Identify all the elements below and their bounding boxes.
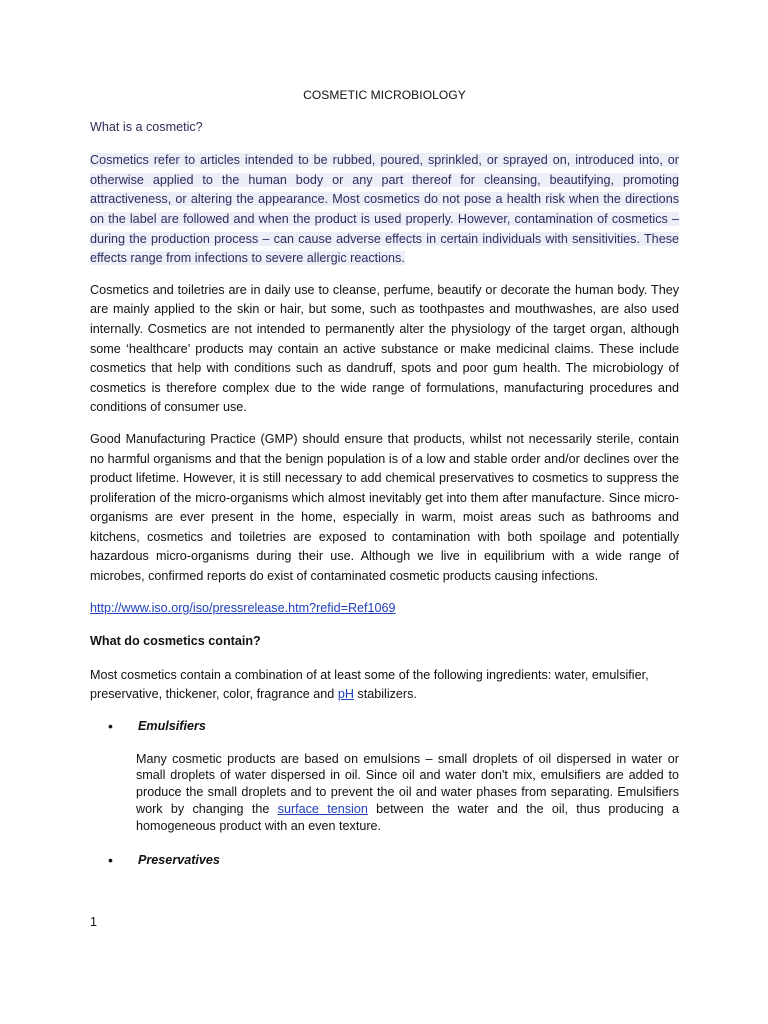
bullet-point-icon: • <box>108 718 113 735</box>
bullet-emulsifiers <box>90 717 679 737</box>
paragraph-emulsifiers <box>136 751 679 835</box>
iso-press-release-link[interactable]: http://www.iso.org/iso/pressrelease.htm?refid=Ref1069 <box>90 600 396 615</box>
emulsifiers-text-end: between the water and the oil, thus producing a homogeneous product with an even texture. <box>136 802 679 833</box>
bullet-label-preservatives: Preservatives <box>138 852 220 867</box>
paragraph-gmp: Good Manufacturing Practice (GMP) should ensure that products, whilst not necessarily sterile, contain no harmful organisms and that the benign population is of a low and stable order and/or declines over the product lifetime. However, it is still necessary to add chemical preservatives to cosmetics to suppress the proliferation of the micro-organisms which almost inevitably get into them after manufacture. Since micro-organisms are ever present in the home, especially in warm, moist areas such as bathrooms and kitchens, cosmetics and toiletries are exposed to contamination with both spoilage and potentially hazardous micro-organisms during their use. Although we live in equilibrium with a wide range of microbes, confirmed reports do exist of contaminated cosmetic products causing infections. <box>90 431 679 584</box>
document-body <box>90 86 679 884</box>
emulsifiers-text-start: Many cosmetic products are based on emulsions – small droplets of oil dispersed in water or small droplets of water dispersed in oil. Since oil and water don't mix, emulsifiers are added to produce the small droplets and to prevent the oil and water phases from separating. Emulsifiers work by changing the <box>136 751 679 817</box>
ph-link[interactable]: pH <box>337 687 354 702</box>
link-paragraph <box>90 599 679 619</box>
document-title: COSMETIC MICROBIOLOGY <box>303 88 466 102</box>
bullet-preservatives <box>90 851 679 871</box>
paragraph-cosmetics-toiletries: Cosmetics and toiletries are in daily use to cleanse, perfume, beautify or decorate the human body. They are mainly applied to the skin or hair, but some, such as toothpastes and mouthwashes, are also used internally. Cosmetics are not intended to permanently alter the physiology of the target organ, although some ‘healthcare’ products may contain an active substance or make medicinal claims. These include cosmetics that help with conditions such as dandruff, spots and poor gum health. The microbiology of cosmetics is therefore complex due to the wide range of formulations, manufacturing procedures and conditions of consumer use. <box>90 282 679 415</box>
highlighted-text: Cosmetics refer to articles intended to be rubbed, poured, sprinkled, or sprayed on, introduced into, or otherwise applied to the human body or any part thereof for cleansing, beautifying, promoting attractiveness, or altering the appearance. Most cosmetics do not pose a health risk when the directions on the label are followed and when the product is used properly. However, contamination of cosmetics – during the production process – can cause adverse effects in certain individuals with sensitivities. These effects range from infections to severe allergic reactions. <box>90 153 679 266</box>
bullet-label-emulsifiers: Emulsifiers <box>138 719 206 734</box>
highlighted-paragraph <box>90 151 679 269</box>
ingredients-text-end: stabilizers. <box>353 687 417 702</box>
paragraph-ingredients <box>90 666 679 705</box>
question-heading-what-is-cosmetic: What is a cosmetic? <box>90 119 203 134</box>
question-heading-what-contain: What do cosmetics contain? <box>90 634 261 649</box>
surface-tension-link[interactable]: surface tension <box>277 802 368 817</box>
page-number: 1 <box>90 915 98 929</box>
ingredients-text-start: Most cosmetics contain a combination of at least some of the following ingredients: water, emulsifier, preservative, thickener, color, fragrance and <box>90 667 649 702</box>
bullet-point-icon: • <box>108 851 113 868</box>
